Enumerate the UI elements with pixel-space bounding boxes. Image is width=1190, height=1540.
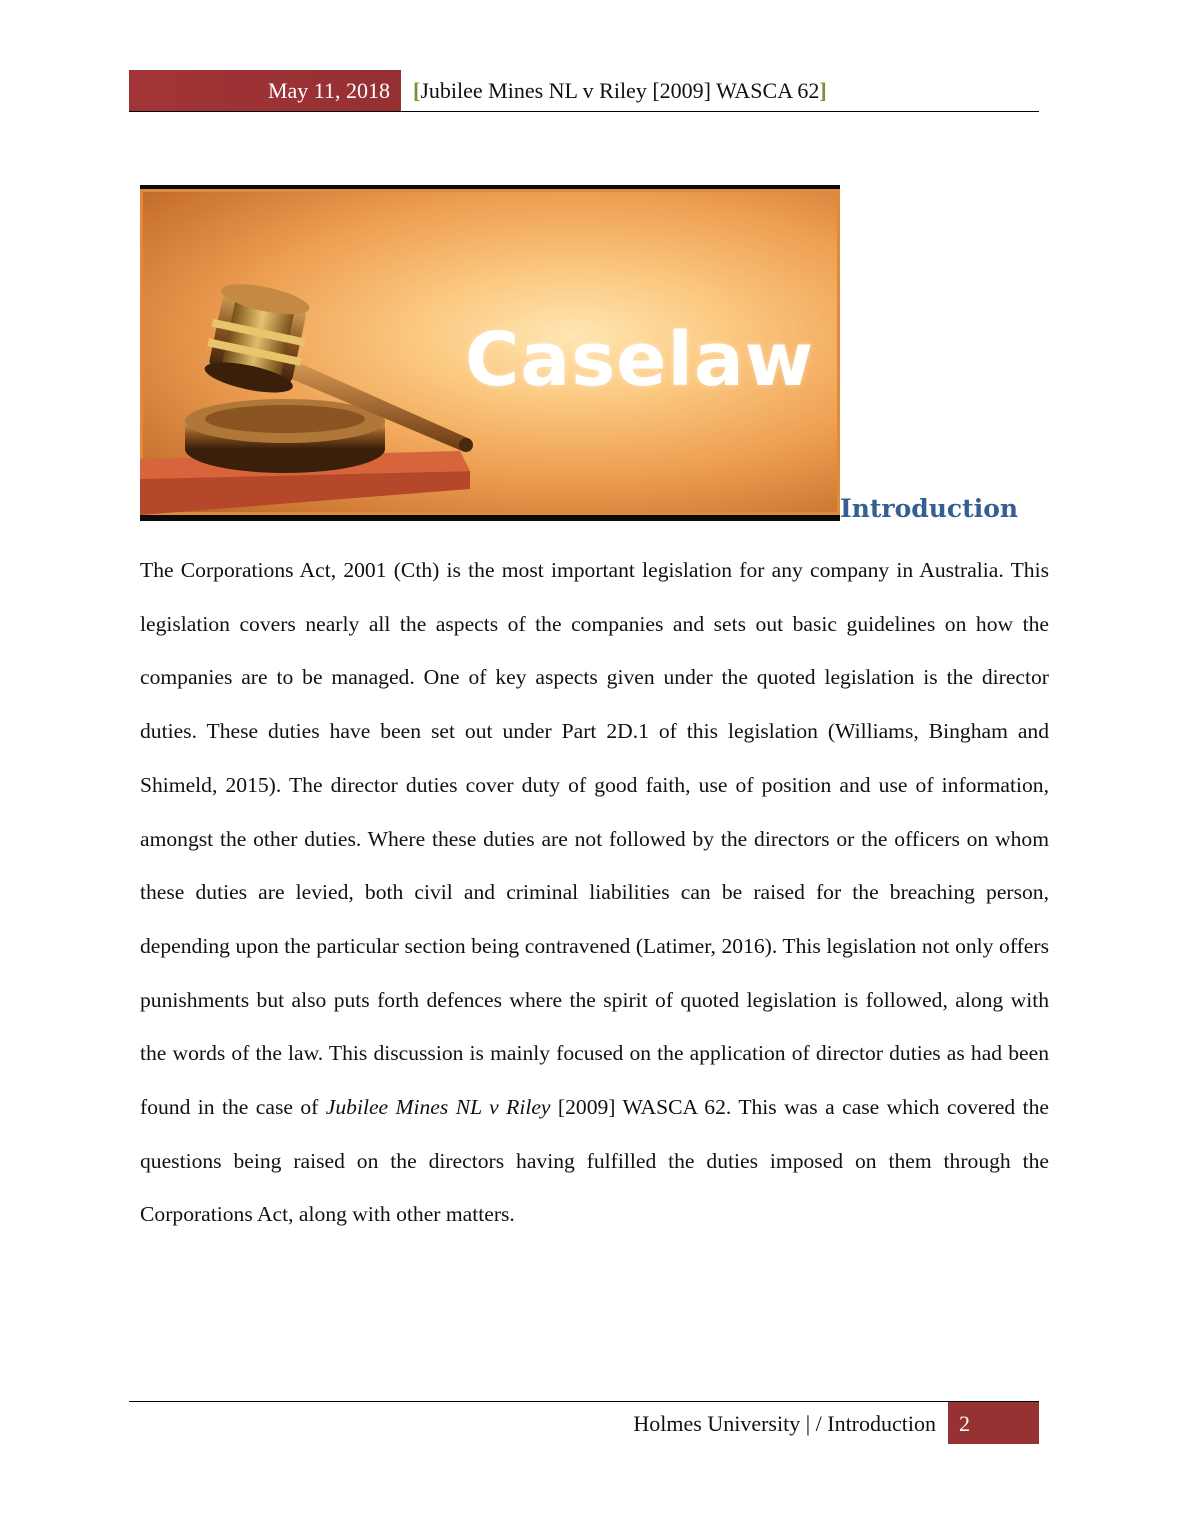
page-number: 2	[948, 1402, 1039, 1444]
header-title-open-bracket: [	[413, 78, 421, 103]
body-paragraph	[140, 544, 1049, 1242]
caselaw-image-canvas	[140, 189, 840, 515]
page-header	[129, 70, 1039, 112]
footer-text: Holmes University | / Introduction	[633, 1411, 936, 1436]
caselaw-image	[140, 185, 840, 521]
body-text-part2: [2009] WASCA 62. This was a case which covered the questions being raised on the directors having fulfilled the duties imposed on them through the Corporations Act, along with other matters.	[140, 1095, 1049, 1227]
header-title-text: Jubilee Mines NL v Riley [2009] WASCA 62	[420, 78, 820, 103]
header-title-close-bracket: ]	[819, 78, 827, 103]
caselaw-image-word: Caselaw	[465, 317, 815, 403]
page-footer	[129, 1401, 1039, 1444]
section-heading: Introduction	[840, 494, 1019, 523]
header-date: May 11, 2018	[129, 70, 401, 111]
body-text-part1: The Corporations Act, 2001 (Cth) is the most important legislation for any company in Australia. This legislation covers nearly all the aspects of the companies and sets out basic guidelines on how the companies are to be managed. One of key aspects given under the quoted legislation is the director duties. These duties have been set out under Part 2D.1 of this legislation (Williams, Bingham and Shimeld, 2015). The director duties cover duty of good faith, use of position and use of information, amongst the other duties. Where these duties are not followed by the directors or the officers on whom these duties are levied, both civil and criminal liabilities can be raised for the breaching person, depending upon the particular section being contravened (Latimer, 2016). This legislation not only offers punishments but also puts forth defences where the spirit of quoted legislation is followed, along with the words of the law. This discussion is mainly focused on the application of director duties as had been found in the case of	[140, 558, 1049, 1120]
header-title	[413, 70, 827, 111]
case-name: Jubilee Mines NL v Riley	[325, 1095, 551, 1120]
